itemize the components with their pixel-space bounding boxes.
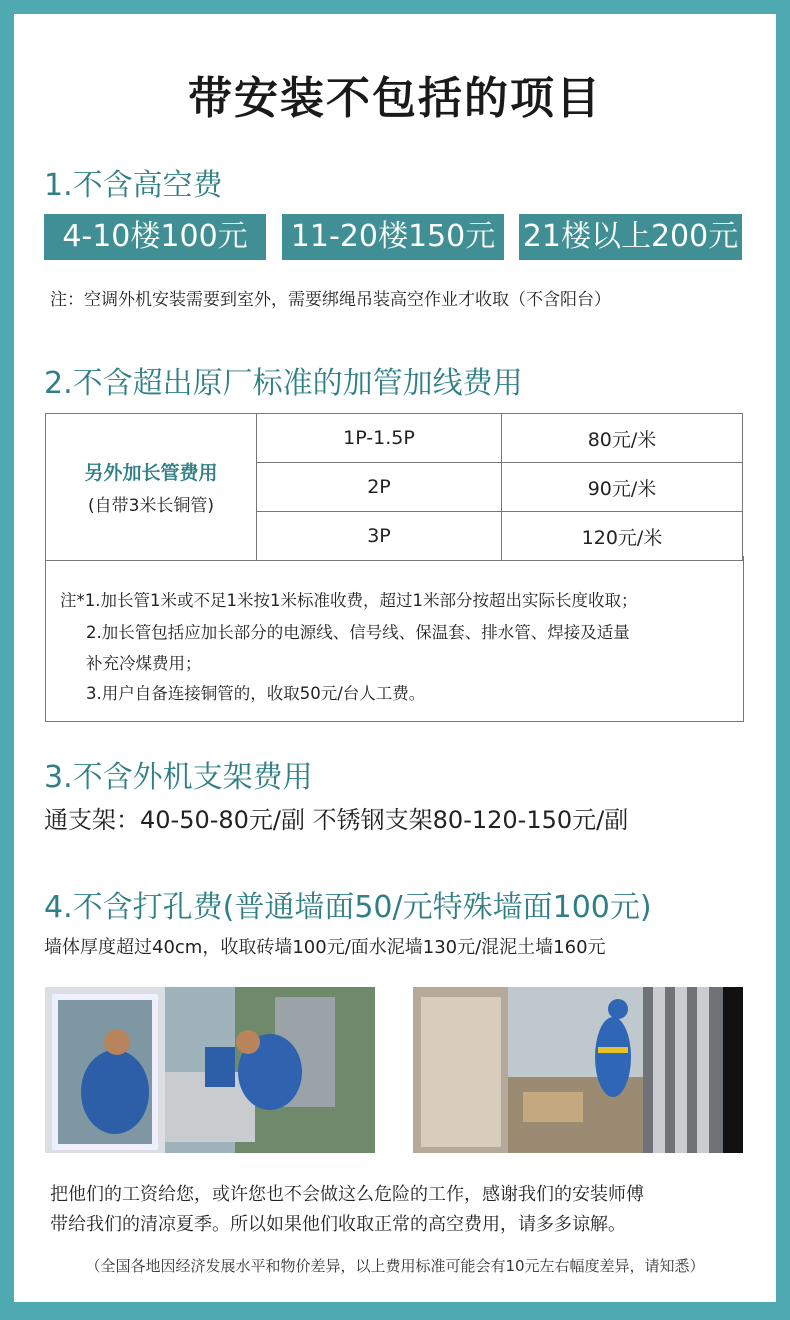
section3-heading: 3.不含外机支架费用	[44, 760, 313, 795]
pipe-fee-table	[45, 413, 743, 561]
note-line: 注*1.加长管1米或不足1米按1米标准收费，超过1米部分按超出实际长度收取；	[60, 591, 638, 610]
table-row	[46, 414, 743, 463]
section4-heading: 4.不含打孔费(普通墙面50/元特殊墙面100元)	[44, 890, 652, 925]
price-pill-floor-4-10: 4-10楼100元	[44, 214, 266, 260]
price-pill-floor-11-20: 11-20楼150元	[282, 214, 504, 260]
installer-photo-right	[413, 987, 743, 1153]
table-label-cell	[46, 414, 257, 561]
section1-note: 注：空调外机安装需要到室外，需要绑绳吊装高空作业才收取（不含阳台）	[50, 290, 611, 310]
table-cell-price: 120元/米	[502, 512, 743, 561]
table-notes	[45, 556, 744, 722]
installer-photo-left	[45, 987, 375, 1153]
table-cell-price: 80元/米	[502, 414, 743, 463]
table-label: 另外加长管费用	[84, 462, 218, 484]
price-variance-footnote: （全国各地因经济发展水平和物价差异，以上费用标准可能会有10元左右幅度差异，请知悉）	[85, 1257, 705, 1275]
note-line: 2.加长管包括应加长部分的电源线、信号线、保温套、排水管、焊接及适量	[86, 623, 630, 642]
installer-facade-illustration	[413, 987, 743, 1153]
wall-drilling-prices: 墙体厚度超过40cm，收取砖墙100元/面水泥墙130元/混泥土墙160元	[44, 937, 606, 958]
note-line: 3.用户自备连接铜管的，收取50元/台人工费。	[86, 684, 426, 703]
note-line: 补充冷煤费用；	[86, 654, 202, 673]
table-cell-price: 90元/米	[502, 463, 743, 512]
table-cell-spec: 2P	[257, 463, 502, 512]
price-pill-floor-21-plus: 21楼以上200元	[519, 214, 742, 260]
thanks-line: 把他们的工资给您，或许您也不会做这么危险的工作，感谢我们的安装师傅	[50, 1184, 644, 1205]
page-title: 带安装不包括的项目	[188, 73, 602, 124]
table-sublabel: (自带3米长铜管)	[87, 496, 215, 516]
table-cell-spec: 3P	[257, 512, 502, 561]
table-cell-spec: 1P-1.5P	[257, 414, 502, 463]
bracket-prices: 通支架：40-50-80元/副 不锈钢支架80-120-150元/副	[44, 806, 629, 834]
installer-window-illustration	[45, 987, 375, 1153]
section2-heading: 2.不含超出原厂标准的加管加线费用	[44, 366, 523, 401]
section1-heading: 1.不含高空费	[44, 168, 223, 203]
thanks-line: 带给我们的清凉夏季。所以如果他们收取正常的高空费用，请多多谅解。	[50, 1214, 626, 1235]
